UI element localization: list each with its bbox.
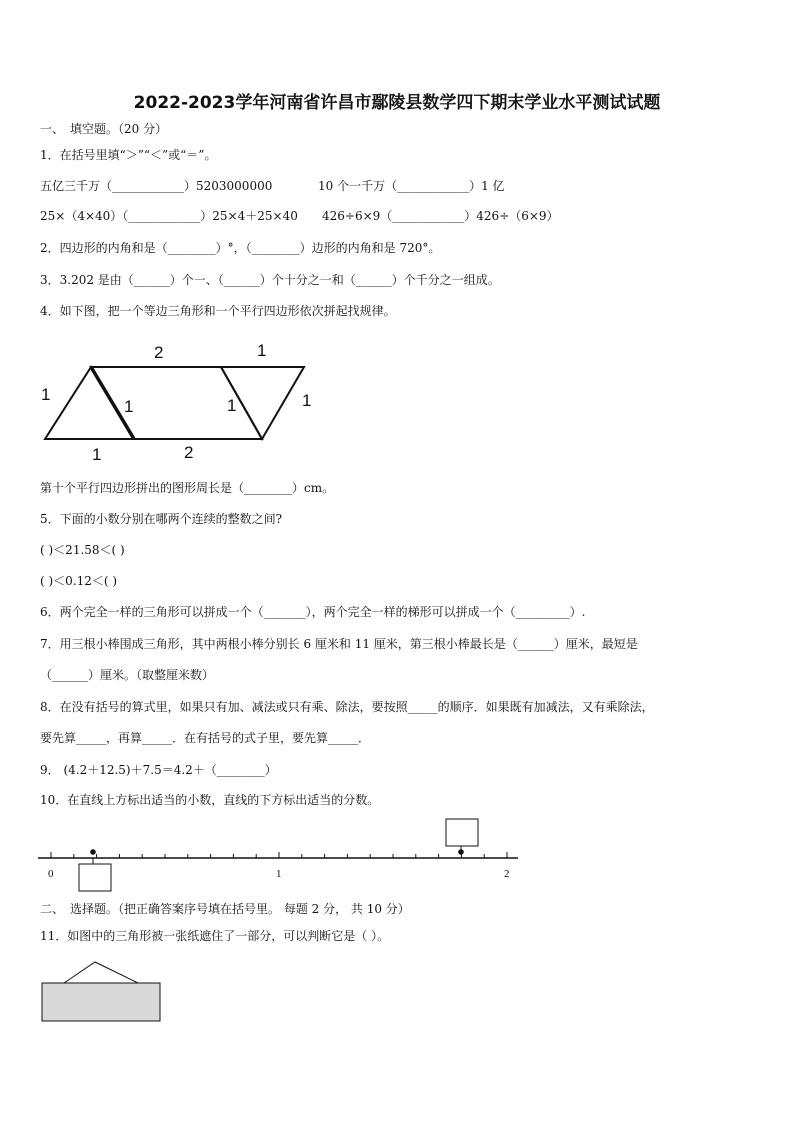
number-line-ticks	[51, 852, 507, 858]
q4-stem: 4．如下图，把一个等边三角形和一个平行四边形依次拼起找规律。	[40, 304, 396, 318]
answer-box-decimal[interactable]	[446, 819, 478, 846]
section-choice-heading: 二、 选择题。（把正确答案序号填在括号里。 每题 2 分， 共 10 分）	[40, 902, 410, 916]
number-line-label-2: 2	[504, 868, 510, 880]
section-fill-blank-heading: 一、 填空题。（20 分）	[40, 122, 168, 136]
q4-label-bottom-2: 2	[184, 443, 194, 462]
q4-label-top-2: 2	[154, 343, 164, 362]
q8-line-1: 8．在没有括号的算式里，如果只有加、减法或只有乘、除法，要按照_____的顺序．如果既有加减法，又有乘除法，	[40, 700, 654, 714]
number-line-point-1	[90, 849, 96, 855]
q7-line-1: 7．用三根小棒围成三角形，其中两根小棒分别长 6 厘米和 11 厘米，第三根小棒最长是（______）厘米，最短是	[40, 637, 638, 651]
q4-label-left-1: 1	[41, 385, 51, 404]
q11-text: 11．如图中的三角形被一张纸遮住了一部分，可以判断它是（ ）。	[40, 929, 390, 943]
number-line-label-1: 1	[276, 868, 282, 880]
q1-item-1: 五亿三千万（____________）5203000000	[40, 179, 273, 193]
q1-item-4: 426÷6×9（____________）426÷（6×9）	[322, 209, 559, 223]
q4-triangle-1	[45, 367, 134, 439]
q5-item-a: ( )＜21.58＜( )	[40, 543, 125, 557]
q8-line-2: 要先算_____，再算_____．在有括号的式子里，要先算_____．	[40, 731, 371, 745]
q5-stem: 5．下面的小数分别在哪两个连续的整数之间?	[40, 512, 283, 526]
q2-text: 2．四边形的内角和是（________）°，（________）边形的内角和是 720°。	[40, 241, 441, 255]
q11-covering-paper	[42, 983, 160, 1021]
q10-stem: 10．在直线上方标出适当的小数，直线的下方标出适当的分数。	[40, 793, 380, 807]
q4-label-top-1: 1	[257, 341, 267, 360]
q4-label-bottom-1: 1	[92, 445, 102, 464]
q4-label-right-1: 1	[302, 391, 312, 410]
q4-label-mid2-1: 1	[227, 396, 237, 415]
q5-item-b: ( )＜0.12＜( )	[40, 574, 118, 588]
answer-box-fraction[interactable]	[79, 864, 111, 891]
q1-item-2: 10 个一千万（____________）1 亿	[318, 179, 505, 193]
q11-figure	[42, 962, 160, 1021]
q1-stem: 1．在括号里填“＞”“＜”或“＝”。	[40, 148, 217, 162]
q6-text: 6．两个完全一样的三角形可以拼成一个（_______），两个完全一样的梯形可以拼成一个（_________）.	[40, 605, 586, 619]
q11-triangle-apex	[64, 962, 138, 983]
q10-number-line	[38, 819, 518, 891]
q1-item-3: 25×（4×40）（____________）25×4＋25×40	[40, 209, 298, 223]
q3-text: 3．3.202 是由（______）个一、（______）个十分之一和（______）个千分之一组成。	[40, 273, 500, 287]
q9-text: 9． (4.2＋12.5)＋7.5＝4.2＋（________）	[40, 763, 277, 777]
q4-question: 第十个平行四边形拼出的图形周长是（________）cm。	[40, 481, 335, 495]
q7-line-2: （______）厘米。（取整厘米数）	[40, 668, 215, 682]
q4-label-mid-1: 1	[124, 397, 134, 416]
page-title: 2022-2023学年河南省许昌市鄢陵县数学四下期末学业水平测试试题	[133, 93, 661, 113]
number-line-label-0: 0	[48, 868, 54, 880]
